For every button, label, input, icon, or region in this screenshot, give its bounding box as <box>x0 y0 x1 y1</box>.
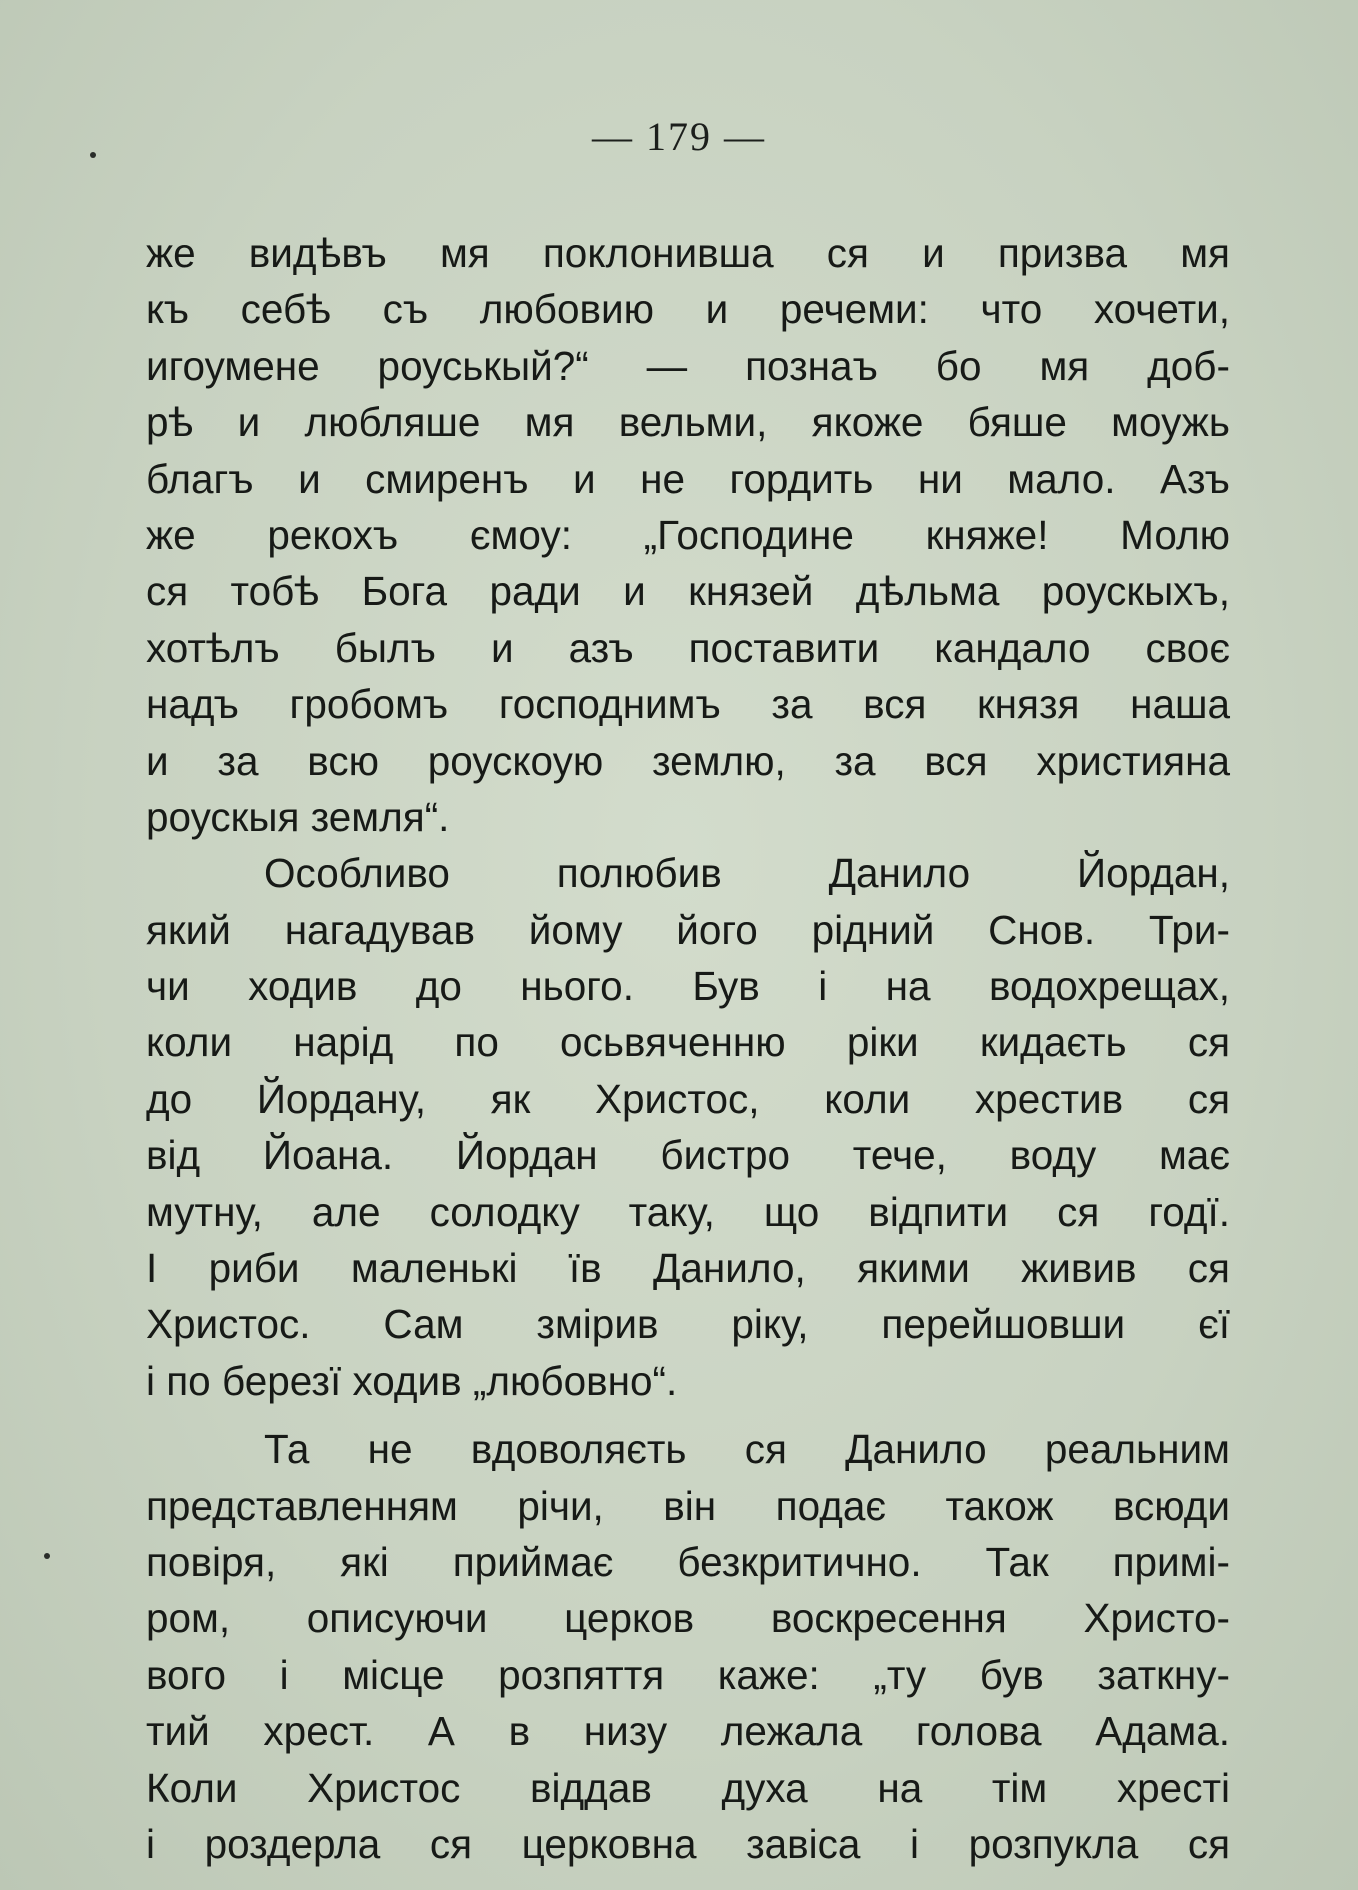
text-line: рѣ и любляше мя вельми, якоже бяше моужь <box>146 399 1230 446</box>
text-line: хотѣлъ былъ и азъ поставити кандало своє <box>146 624 1230 671</box>
text-line: і роздерла ся церковна завіса і розпукла ся <box>146 1820 1230 1867</box>
ink-speck <box>44 1553 50 1559</box>
text-line: роускыя земля“. <box>146 793 450 840</box>
page-number: — 179 — <box>592 114 766 159</box>
text-line: же видѣвъ мя поклонивша ся и призва мя <box>146 230 1230 276</box>
text-line: игоумене роуськый?“ — познаъ бо мя доб- <box>146 342 1230 389</box>
text-line: Христос. Сам змірив ріку, перейшовши єї <box>146 1301 1230 1348</box>
ink-speck <box>90 152 96 158</box>
text-line: и за всю роускоую землю, за вся християна <box>146 737 1230 784</box>
text-line: мутну, але солодку таку, що відпити ся годї. <box>146 1188 1230 1235</box>
text-line: же рекохъ ємоу: „Господине княже! Молю <box>146 511 1230 558</box>
text-line: ром, описуючи церков воскресення Христо- <box>146 1595 1230 1642</box>
text-line: і по березї ходив „любовно“. <box>146 1357 678 1404</box>
paragraph-3 <box>146 1421 1230 1872</box>
text-line: до Йордану, як Христос, коли хрестив ся <box>146 1075 1230 1122</box>
text-line: благъ и смиренъ и не гордить ни мало. Азъ <box>146 455 1230 502</box>
text-line: Коли Христос віддав духа на тім хресті <box>146 1764 1230 1811</box>
paragraph-2 <box>146 845 1230 1409</box>
text-line: повіря, які приймає безкритично. Так примі- <box>146 1538 1230 1585</box>
text-line: чи ходив до нього. Був і на водохрещах, <box>146 963 1230 1010</box>
text-line: Та не вдоволяєть ся Данило реальним <box>264 1426 1230 1473</box>
text-line: ся тобѣ Бога ради и князей дѣльма роускыхъ, <box>146 568 1230 615</box>
paragraph-gap <box>146 1409 1230 1421</box>
text-line: вого і місце розпяття каже: „ту був заткну- <box>146 1651 1230 1698</box>
text-line: від Йоана. Йордан бистро тече, воду має <box>146 1132 1230 1179</box>
text-line: представленням річи, він подає також всюди <box>146 1482 1230 1529</box>
text-line: який нагадував йому його рідний Снов. Три- <box>146 906 1230 953</box>
text-line: І риби маленькі їв Данило, якими живив ся <box>146 1245 1230 1292</box>
text-line: надъ гробомъ господнимъ за вся князя наша <box>146 681 1230 728</box>
text-line: къ себѣ съ любовию и речеми: что хочети, <box>146 286 1230 333</box>
page-body-text <box>146 225 1230 1872</box>
text-line: тий хрест. А в низу лежала голова Адама. <box>146 1708 1230 1755</box>
text-line: коли нарід по осьвяченню ріки кидаєть ся <box>146 1019 1230 1066</box>
paragraph-1 <box>146 225 1230 845</box>
text-line: Особливо полюбив Данило Йордан, <box>264 850 1230 897</box>
